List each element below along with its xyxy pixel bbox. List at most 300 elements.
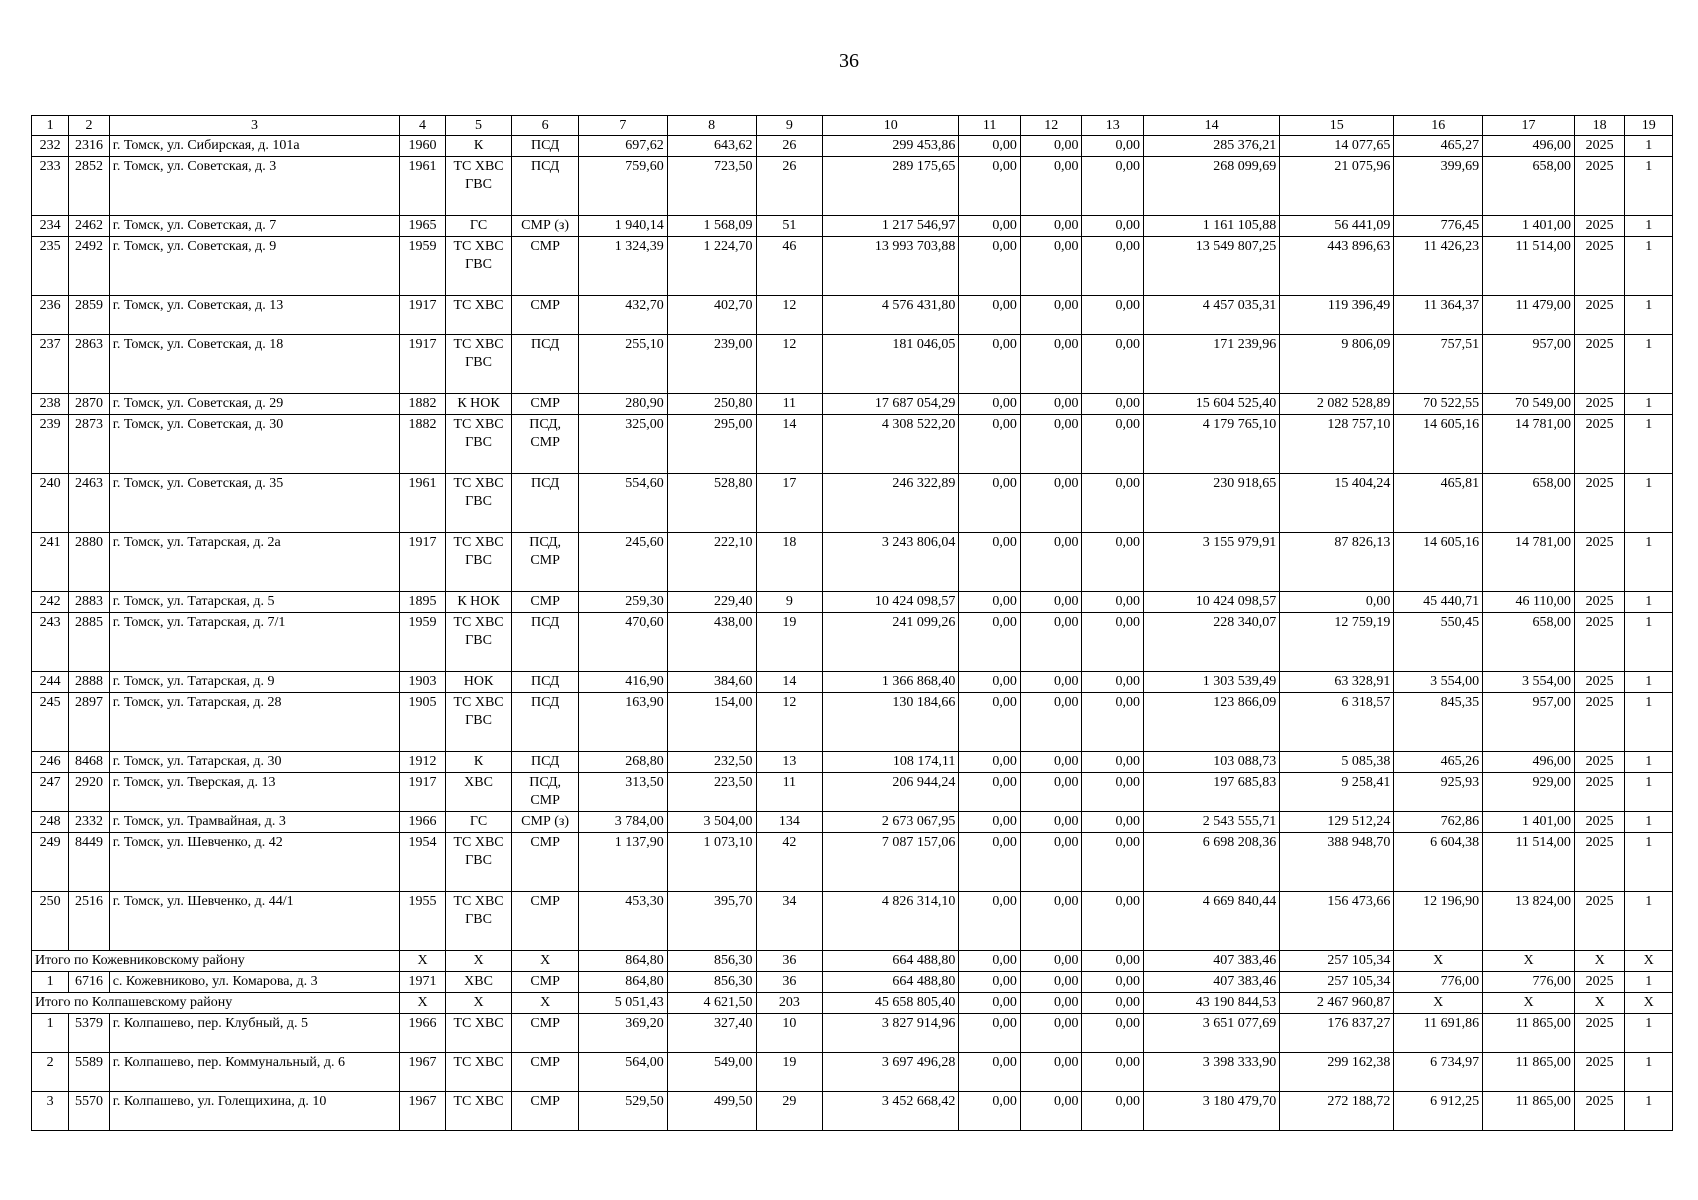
cell-cost-col11: 0,00: [959, 335, 1021, 394]
cell-unit-cost-limit: 776,00: [1483, 972, 1575, 993]
table-row: [32, 237, 1673, 296]
cell-area-total: 416,90: [578, 672, 667, 693]
cell-residents: 17: [756, 474, 823, 533]
table-row: [32, 812, 1673, 833]
cell-unit-cost: 550,45: [1394, 613, 1483, 672]
cell-residents: 34: [756, 892, 823, 951]
cell-cost-col12: 0,00: [1020, 474, 1082, 533]
header-cell: 2: [69, 116, 109, 136]
cell-year-completion: 2025: [1574, 474, 1624, 533]
total-cost-total: 664 488,80: [823, 951, 959, 972]
cell-residents: 19: [756, 613, 823, 672]
cell-stage: 1: [1625, 773, 1673, 812]
cell-year-completion: 2025: [1574, 613, 1624, 672]
cell-area-total: 453,30: [578, 892, 667, 951]
total-cost-col12: 0,00: [1020, 951, 1082, 972]
cell-work-type: ПСД: [512, 136, 579, 157]
cell-cost-col11: 0,00: [959, 237, 1021, 296]
cell-unit-cost: 465,81: [1394, 474, 1483, 533]
cell-cost-col11: 0,00: [959, 592, 1021, 613]
cell-unit-cost-limit: 957,00: [1483, 693, 1575, 752]
cell-cost-col13: 0,00: [1082, 773, 1144, 812]
cell-address: г. Томск, ул. Тверская, д. 13: [109, 773, 400, 812]
cell-cost-col15: 299 162,38: [1280, 1053, 1394, 1092]
cell-unit-cost: 845,35: [1394, 693, 1483, 752]
cell-row-number: 245: [32, 693, 69, 752]
cell-stage: 1: [1625, 1014, 1673, 1053]
cell-cost-col12: 0,00: [1020, 1092, 1082, 1131]
cell-area-living: 395,70: [667, 892, 756, 951]
cell-cost-col15: 9 806,09: [1280, 335, 1394, 394]
cell-row-number: 236: [32, 296, 69, 335]
cell-row-number: 1: [32, 972, 69, 993]
cell-row-number: 3: [32, 1092, 69, 1131]
cell-cost-col13: 0,00: [1082, 833, 1144, 892]
total-cost-col11: 0,00: [959, 951, 1021, 972]
cell-code: 2332: [69, 812, 109, 833]
cell-residents: 134: [756, 812, 823, 833]
cell-cost-col13: 0,00: [1082, 415, 1144, 474]
cell-row-number: 240: [32, 474, 69, 533]
cell-unit-cost-limit: 658,00: [1483, 474, 1575, 533]
cell-area-living: 723,50: [667, 157, 756, 216]
cell-systems: К: [445, 752, 512, 773]
cell-unit-cost: 925,93: [1394, 773, 1483, 812]
total-cost-col15: 257 105,34: [1280, 951, 1394, 972]
header-cell: 9: [756, 116, 823, 136]
cell-year: 1895: [400, 592, 445, 613]
cell-cost-col15: 443 896,63: [1280, 237, 1394, 296]
cell-area-living: 327,40: [667, 1014, 756, 1053]
header-cell: 10: [823, 116, 959, 136]
table-row: [32, 136, 1673, 157]
cell-residents: 11: [756, 773, 823, 812]
cell-area-total: 163,90: [578, 693, 667, 752]
cell-cost-col11: 0,00: [959, 136, 1021, 157]
cell-cost-col14: 10 424 098,57: [1144, 592, 1280, 613]
cell-unit-cost: 11 364,37: [1394, 296, 1483, 335]
cell-work-type: ПСД: [512, 752, 579, 773]
cell-cost-col14: 1 303 539,49: [1144, 672, 1280, 693]
cell-row-number: 250: [32, 892, 69, 951]
cell-cost-col12: 0,00: [1020, 157, 1082, 216]
cell-work-type: ПСД: [512, 693, 579, 752]
table-row: [32, 672, 1673, 693]
cell-stage: 1: [1625, 394, 1673, 415]
total-stage: X: [1625, 993, 1673, 1014]
cell-stage: 1: [1625, 157, 1673, 216]
cell-cost-col14: 285 376,21: [1144, 136, 1280, 157]
cell-row-number: 248: [32, 812, 69, 833]
cell-cost-col12: 0,00: [1020, 672, 1082, 693]
cell-address: г. Томск, ул. Татарская, д. 9: [109, 672, 400, 693]
cell-residents: 51: [756, 216, 823, 237]
cell-stage: 1: [1625, 335, 1673, 394]
cell-area-total: 697,62: [578, 136, 667, 157]
cell-area-total: 1 324,39: [578, 237, 667, 296]
cell-residents: 12: [756, 335, 823, 394]
cell-cost-col13: 0,00: [1082, 752, 1144, 773]
cell-residents: 26: [756, 136, 823, 157]
cell-row-number: 233: [32, 157, 69, 216]
cell-systems: НОК: [445, 672, 512, 693]
cell-area-living: 402,70: [667, 296, 756, 335]
cell-cost-col14: 171 239,96: [1144, 335, 1280, 394]
cell-year-completion: 2025: [1574, 672, 1624, 693]
cell-code: 2852: [69, 157, 109, 216]
cell-unit-cost-limit: 11 865,00: [1483, 1014, 1575, 1053]
header-cell: 15: [1280, 116, 1394, 136]
cell-year: 1965: [400, 216, 445, 237]
cell-code: 2883: [69, 592, 109, 613]
cell-unit-cost: 399,69: [1394, 157, 1483, 216]
cell-unit-cost-limit: 46 110,00: [1483, 592, 1575, 613]
cell-year-completion: 2025: [1574, 1014, 1624, 1053]
cell-code: 2316: [69, 136, 109, 157]
total-year-completion: X: [1574, 993, 1624, 1014]
cell-unit-cost-limit: 1 401,00: [1483, 216, 1575, 237]
cell-cost-col15: 129 512,24: [1280, 812, 1394, 833]
header-cell: 1: [32, 116, 69, 136]
cell-work-type: СМР: [512, 1014, 579, 1053]
table-row: [32, 394, 1673, 415]
cell-stage: 1: [1625, 216, 1673, 237]
cell-area-total: 470,60: [578, 613, 667, 672]
cell-cost-col12: 0,00: [1020, 592, 1082, 613]
cell-year-completion: 2025: [1574, 394, 1624, 415]
cell-cost-col12: 0,00: [1020, 216, 1082, 237]
cell-cost-col12: 0,00: [1020, 833, 1082, 892]
cell-work-type: ПСД: [512, 613, 579, 672]
cell-cost-col12: 0,00: [1020, 773, 1082, 812]
cell-year: 1905: [400, 693, 445, 752]
cell-cost-col14: 3 180 479,70: [1144, 1092, 1280, 1131]
cell-year: 1917: [400, 773, 445, 812]
cell-year-completion: 2025: [1574, 237, 1624, 296]
cell-cost-col11: 0,00: [959, 773, 1021, 812]
header-cell: 6: [512, 116, 579, 136]
header-cell: 7: [578, 116, 667, 136]
cell-area-total: 255,10: [578, 335, 667, 394]
total-systems: X: [445, 993, 512, 1014]
cell-systems: ХВС: [445, 773, 512, 812]
cell-cost-total: 241 099,26: [823, 613, 959, 672]
cell-address: г. Томск, ул. Татарская, д. 2а: [109, 533, 400, 592]
cell-cost-col12: 0,00: [1020, 972, 1082, 993]
cell-row-number: 2: [32, 1053, 69, 1092]
cell-cost-col14: 230 918,65: [1144, 474, 1280, 533]
cell-cost-col14: 407 383,46: [1144, 972, 1280, 993]
cell-stage: 1: [1625, 693, 1673, 752]
cell-cost-col14: 1 161 105,88: [1144, 216, 1280, 237]
cell-code: 2880: [69, 533, 109, 592]
table-row: [32, 752, 1673, 773]
cell-code: 2516: [69, 892, 109, 951]
total-row: [32, 993, 1673, 1014]
cell-cost-col14: 3 155 979,91: [1144, 533, 1280, 592]
cell-cost-total: 3 452 668,42: [823, 1092, 959, 1131]
cell-year-completion: 2025: [1574, 1092, 1624, 1131]
cell-code: 2888: [69, 672, 109, 693]
cell-systems: ГС: [445, 216, 512, 237]
cell-cost-col13: 0,00: [1082, 296, 1144, 335]
cell-cost-col13: 0,00: [1082, 157, 1144, 216]
cell-year-completion: 2025: [1574, 812, 1624, 833]
cell-work-type: ПСД: [512, 672, 579, 693]
cell-cost-total: 1 366 868,40: [823, 672, 959, 693]
cell-unit-cost-limit: 70 549,00: [1483, 394, 1575, 415]
table-row: [32, 1092, 1673, 1131]
cell-cost-col13: 0,00: [1082, 592, 1144, 613]
cell-cost-col11: 0,00: [959, 157, 1021, 216]
total-cost-col13: 0,00: [1082, 951, 1144, 972]
cell-area-living: 295,00: [667, 415, 756, 474]
cell-cost-col11: 0,00: [959, 693, 1021, 752]
total-work-type: X: [512, 993, 579, 1014]
cell-row-number: 234: [32, 216, 69, 237]
header-cell: 16: [1394, 116, 1483, 136]
header-cell: 19: [1625, 116, 1673, 136]
cell-address: г. Томск, ул. Советская, д. 7: [109, 216, 400, 237]
cell-residents: 10: [756, 1014, 823, 1053]
total-year-completion: X: [1574, 951, 1624, 972]
cell-area-total: 369,20: [578, 1014, 667, 1053]
cell-year-completion: 2025: [1574, 972, 1624, 993]
cell-unit-cost-limit: 496,00: [1483, 136, 1575, 157]
table-row: [32, 296, 1673, 335]
total-work-type: X: [512, 951, 579, 972]
cell-work-type: ПСД, СМР: [512, 533, 579, 592]
cell-work-type: СМР: [512, 296, 579, 335]
cell-work-type: СМР: [512, 972, 579, 993]
cell-address: г. Колпашево, пер. Коммунальный, д. 6: [109, 1053, 400, 1092]
cell-cost-col15: 0,00: [1280, 592, 1394, 613]
cell-cost-col13: 0,00: [1082, 136, 1144, 157]
cell-area-living: 239,00: [667, 335, 756, 394]
cell-cost-col11: 0,00: [959, 613, 1021, 672]
cell-cost-col15: 5 085,38: [1280, 752, 1394, 773]
cell-cost-col13: 0,00: [1082, 672, 1144, 693]
total-area-living: 4 621,50: [667, 993, 756, 1014]
cell-work-type: СМР: [512, 394, 579, 415]
cell-cost-total: 206 944,24: [823, 773, 959, 812]
cell-stage: 1: [1625, 613, 1673, 672]
cell-area-total: 1 940,14: [578, 216, 667, 237]
cell-unit-cost-limit: 11 865,00: [1483, 1053, 1575, 1092]
cell-unit-cost-limit: 11 865,00: [1483, 1092, 1575, 1131]
cell-systems: ТС ХВС ГВС: [445, 237, 512, 296]
cell-cost-col12: 0,00: [1020, 752, 1082, 773]
cell-cost-col15: 388 948,70: [1280, 833, 1394, 892]
total-year: X: [400, 993, 445, 1014]
header-cell: 13: [1082, 116, 1144, 136]
cell-unit-cost: 465,27: [1394, 136, 1483, 157]
cell-area-total: 259,30: [578, 592, 667, 613]
cell-unit-cost: 6 604,38: [1394, 833, 1483, 892]
cell-code: 2870: [69, 394, 109, 415]
cell-cost-col11: 0,00: [959, 752, 1021, 773]
total-label: Итого по Кожевниковскому району: [32, 951, 400, 972]
cell-row-number: 241: [32, 533, 69, 592]
cell-year: 1961: [400, 157, 445, 216]
cell-cost-col13: 0,00: [1082, 1014, 1144, 1053]
cell-cost-col12: 0,00: [1020, 335, 1082, 394]
header-cell: 12: [1020, 116, 1082, 136]
cell-unit-cost: 11 426,23: [1394, 237, 1483, 296]
cell-year: 1955: [400, 892, 445, 951]
cell-cost-col15: 6 318,57: [1280, 693, 1394, 752]
cell-cost-col13: 0,00: [1082, 533, 1144, 592]
cell-code: 6716: [69, 972, 109, 993]
cell-work-type: ПСД: [512, 157, 579, 216]
cell-area-total: 432,70: [578, 296, 667, 335]
cell-code: 5570: [69, 1092, 109, 1131]
cell-cost-total: 181 046,05: [823, 335, 959, 394]
cell-cost-total: 289 175,65: [823, 157, 959, 216]
cell-cost-total: 3 243 806,04: [823, 533, 959, 592]
cell-cost-col12: 0,00: [1020, 613, 1082, 672]
cell-unit-cost-limit: 929,00: [1483, 773, 1575, 812]
cell-year-completion: 2025: [1574, 833, 1624, 892]
cell-work-type: СМР: [512, 833, 579, 892]
cell-systems: К НОК: [445, 592, 512, 613]
cell-area-total: 245,60: [578, 533, 667, 592]
cell-cost-total: 2 673 067,95: [823, 812, 959, 833]
total-stage: X: [1625, 951, 1673, 972]
cell-cost-col13: 0,00: [1082, 335, 1144, 394]
cell-area-total: 313,50: [578, 773, 667, 812]
cell-stage: 1: [1625, 415, 1673, 474]
cell-area-total: 268,80: [578, 752, 667, 773]
cell-residents: 9: [756, 592, 823, 613]
cell-cost-col12: 0,00: [1020, 1014, 1082, 1053]
cell-address: г. Томск, ул. Шевченко, д. 44/1: [109, 892, 400, 951]
cell-address: г. Томск, ул. Советская, д. 30: [109, 415, 400, 474]
cell-stage: 1: [1625, 1092, 1673, 1131]
table-row: [32, 592, 1673, 613]
cell-cost-col11: 0,00: [959, 1092, 1021, 1131]
cell-systems: ГС: [445, 812, 512, 833]
cell-address: г. Томск, ул. Татарская, д. 5: [109, 592, 400, 613]
cell-systems: ТС ХВС: [445, 1053, 512, 1092]
table-body: [32, 116, 1673, 1131]
cell-code: 8468: [69, 752, 109, 773]
cell-unit-cost-limit: 658,00: [1483, 613, 1575, 672]
cell-area-living: 384,60: [667, 672, 756, 693]
cell-cost-total: 4 308 522,20: [823, 415, 959, 474]
cell-code: 2462: [69, 216, 109, 237]
cell-cost-col15: 176 837,27: [1280, 1014, 1394, 1053]
cell-systems: ТС ХВС ГВС: [445, 415, 512, 474]
cell-unit-cost: 762,86: [1394, 812, 1483, 833]
cell-cost-col12: 0,00: [1020, 1053, 1082, 1092]
cell-cost-total: 3 697 496,28: [823, 1053, 959, 1092]
total-cost-col13: 0,00: [1082, 993, 1144, 1014]
total-cost-col11: 0,00: [959, 993, 1021, 1014]
cell-systems: К НОК: [445, 394, 512, 415]
cell-year-completion: 2025: [1574, 335, 1624, 394]
cell-stage: 1: [1625, 752, 1673, 773]
table-row: [32, 892, 1673, 951]
cell-cost-col11: 0,00: [959, 394, 1021, 415]
total-unit-cost-limit: X: [1483, 951, 1575, 972]
cell-year: 1882: [400, 394, 445, 415]
cell-cost-col11: 0,00: [959, 474, 1021, 533]
cell-year: 1971: [400, 972, 445, 993]
cell-area-living: 856,30: [667, 972, 756, 993]
cell-work-type: СМР: [512, 592, 579, 613]
cell-year: 1954: [400, 833, 445, 892]
cell-unit-cost: 45 440,71: [1394, 592, 1483, 613]
cell-row-number: 237: [32, 335, 69, 394]
cell-cost-col12: 0,00: [1020, 693, 1082, 752]
total-residents: 36: [756, 951, 823, 972]
cell-cost-col15: 12 759,19: [1280, 613, 1394, 672]
cell-row-number: 232: [32, 136, 69, 157]
cell-systems: ТС ХВС ГВС: [445, 833, 512, 892]
cell-residents: 29: [756, 1092, 823, 1131]
cell-cost-total: 108 174,11: [823, 752, 959, 773]
cell-work-type: СМР: [512, 1092, 579, 1131]
cell-systems: ТС ХВС ГВС: [445, 892, 512, 951]
cell-work-type: СМР (з): [512, 812, 579, 833]
table-row: [32, 415, 1673, 474]
table-row: [32, 613, 1673, 672]
cell-year: 1912: [400, 752, 445, 773]
cell-systems: ТС ХВС ГВС: [445, 157, 512, 216]
cell-cost-col14: 4 457 035,31: [1144, 296, 1280, 335]
total-area-living: 856,30: [667, 951, 756, 972]
cell-area-living: 438,00: [667, 613, 756, 672]
cell-residents: 36: [756, 972, 823, 993]
cell-year-completion: 2025: [1574, 693, 1624, 752]
cell-cost-col12: 0,00: [1020, 394, 1082, 415]
cell-code: 2463: [69, 474, 109, 533]
cell-cost-col15: 128 757,10: [1280, 415, 1394, 474]
cell-cost-col15: 119 396,49: [1280, 296, 1394, 335]
cell-cost-col13: 0,00: [1082, 1092, 1144, 1131]
cell-work-type: СМР (з): [512, 216, 579, 237]
cell-cost-col13: 0,00: [1082, 237, 1144, 296]
header-cell: 17: [1483, 116, 1575, 136]
cell-unit-cost: 14 605,16: [1394, 415, 1483, 474]
cell-work-type: ПСД, СМР: [512, 773, 579, 812]
total-area-total: 5 051,43: [578, 993, 667, 1014]
cell-stage: 1: [1625, 892, 1673, 951]
cell-area-living: 1 568,09: [667, 216, 756, 237]
cell-cost-col14: 228 340,07: [1144, 613, 1280, 672]
total-cost-total: 45 658 805,40: [823, 993, 959, 1014]
cell-residents: 26: [756, 157, 823, 216]
cell-systems: ТС ХВС: [445, 1014, 512, 1053]
cell-unit-cost-limit: 658,00: [1483, 157, 1575, 216]
cell-area-total: 3 784,00: [578, 812, 667, 833]
cell-cost-total: 4 576 431,80: [823, 296, 959, 335]
cell-unit-cost-limit: 11 514,00: [1483, 833, 1575, 892]
cell-year: 1882: [400, 415, 445, 474]
header-cell: 18: [1574, 116, 1624, 136]
cell-address: г. Томск, ул. Советская, д. 13: [109, 296, 400, 335]
cell-year-completion: 2025: [1574, 1053, 1624, 1092]
cell-row-number: 235: [32, 237, 69, 296]
cell-cost-col11: 0,00: [959, 1053, 1021, 1092]
cell-cost-col13: 0,00: [1082, 693, 1144, 752]
cell-cost-col14: 4 179 765,10: [1144, 415, 1280, 474]
cell-residents: 12: [756, 296, 823, 335]
table-row: [32, 972, 1673, 993]
cell-cost-total: 130 184,66: [823, 693, 959, 752]
table-row: [32, 216, 1673, 237]
